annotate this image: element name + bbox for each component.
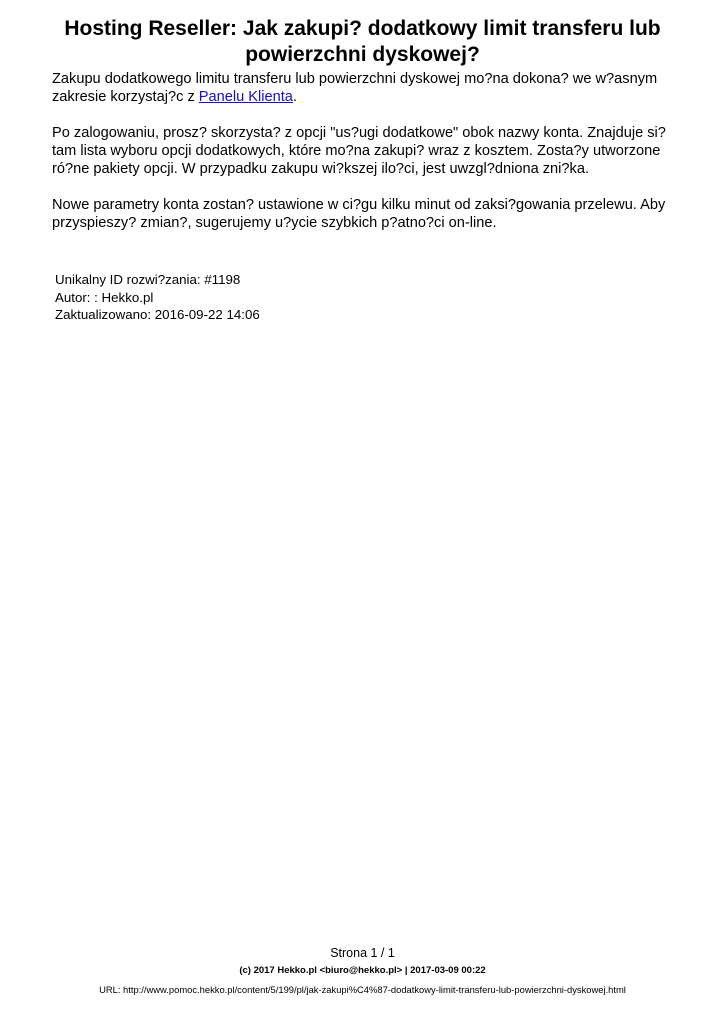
footer-copyright: (c) 2017 Hekko.pl <biuro@hekko.pl> | 2017-03-09 00:22 [239, 965, 486, 976]
footer-url: URL: http://www.pomoc.hekko.pl/content/5/199/pl/jak-zakupi%C4%87-dodatkowy-limit-transferu-lub-powierzchni-dyskowej.html [99, 984, 626, 995]
paragraph-login-instructions: Po zalogowaniu, prosz? skorzysta? z opcji "us?ugi dodatkowe" obok nazwy konta. Znajduje si? tam lista wyboru opcji dodatkowych, które mo?na zakupi? wraz z kosztem. Zosta?y utworzone ró?ne pakiety opcji. W przypadku zakupu wi?kszej ilo?ci, jest uwzgl?dniona zni?ka. [52, 125, 666, 177]
paragraph-purchase-info [52, 70, 677, 106]
client-panel-link[interactable]: Panelu Klienta [198, 89, 293, 105]
solution-id: Unikalny ID rozwi?zania: #1198 [55, 272, 241, 287]
page-title: Hosting Reseller: Jak zakupi? dodatkowy limit transferu lub powierzchni dyskowej? [64, 17, 661, 66]
paragraph-text: Zakupu dodatkowego limitu transferu lub powierzchni dyskowej mo?na dokona? we w?asnym zakresie korzystaj?c z [52, 71, 658, 105]
author: Autor: : Hekko.pl [55, 289, 154, 305]
page-number: Strona 1 / 1 [330, 946, 395, 960]
paragraph-text-end: . [292, 89, 297, 105]
updated-date: Zaktualizowano: 2016-09-22 14:06 [55, 307, 260, 322]
article-meta [55, 271, 260, 324]
paragraph-new-parameters: Nowe parametry konta zostan? ustawione w ci?gu kilku minut od zaksi?gowania przelewu. Aby przyspieszy? zmian?, sugerujemy u?ycie szybkich p?atno?ci on-line. [52, 197, 666, 231]
article-body [52, 70, 677, 250]
